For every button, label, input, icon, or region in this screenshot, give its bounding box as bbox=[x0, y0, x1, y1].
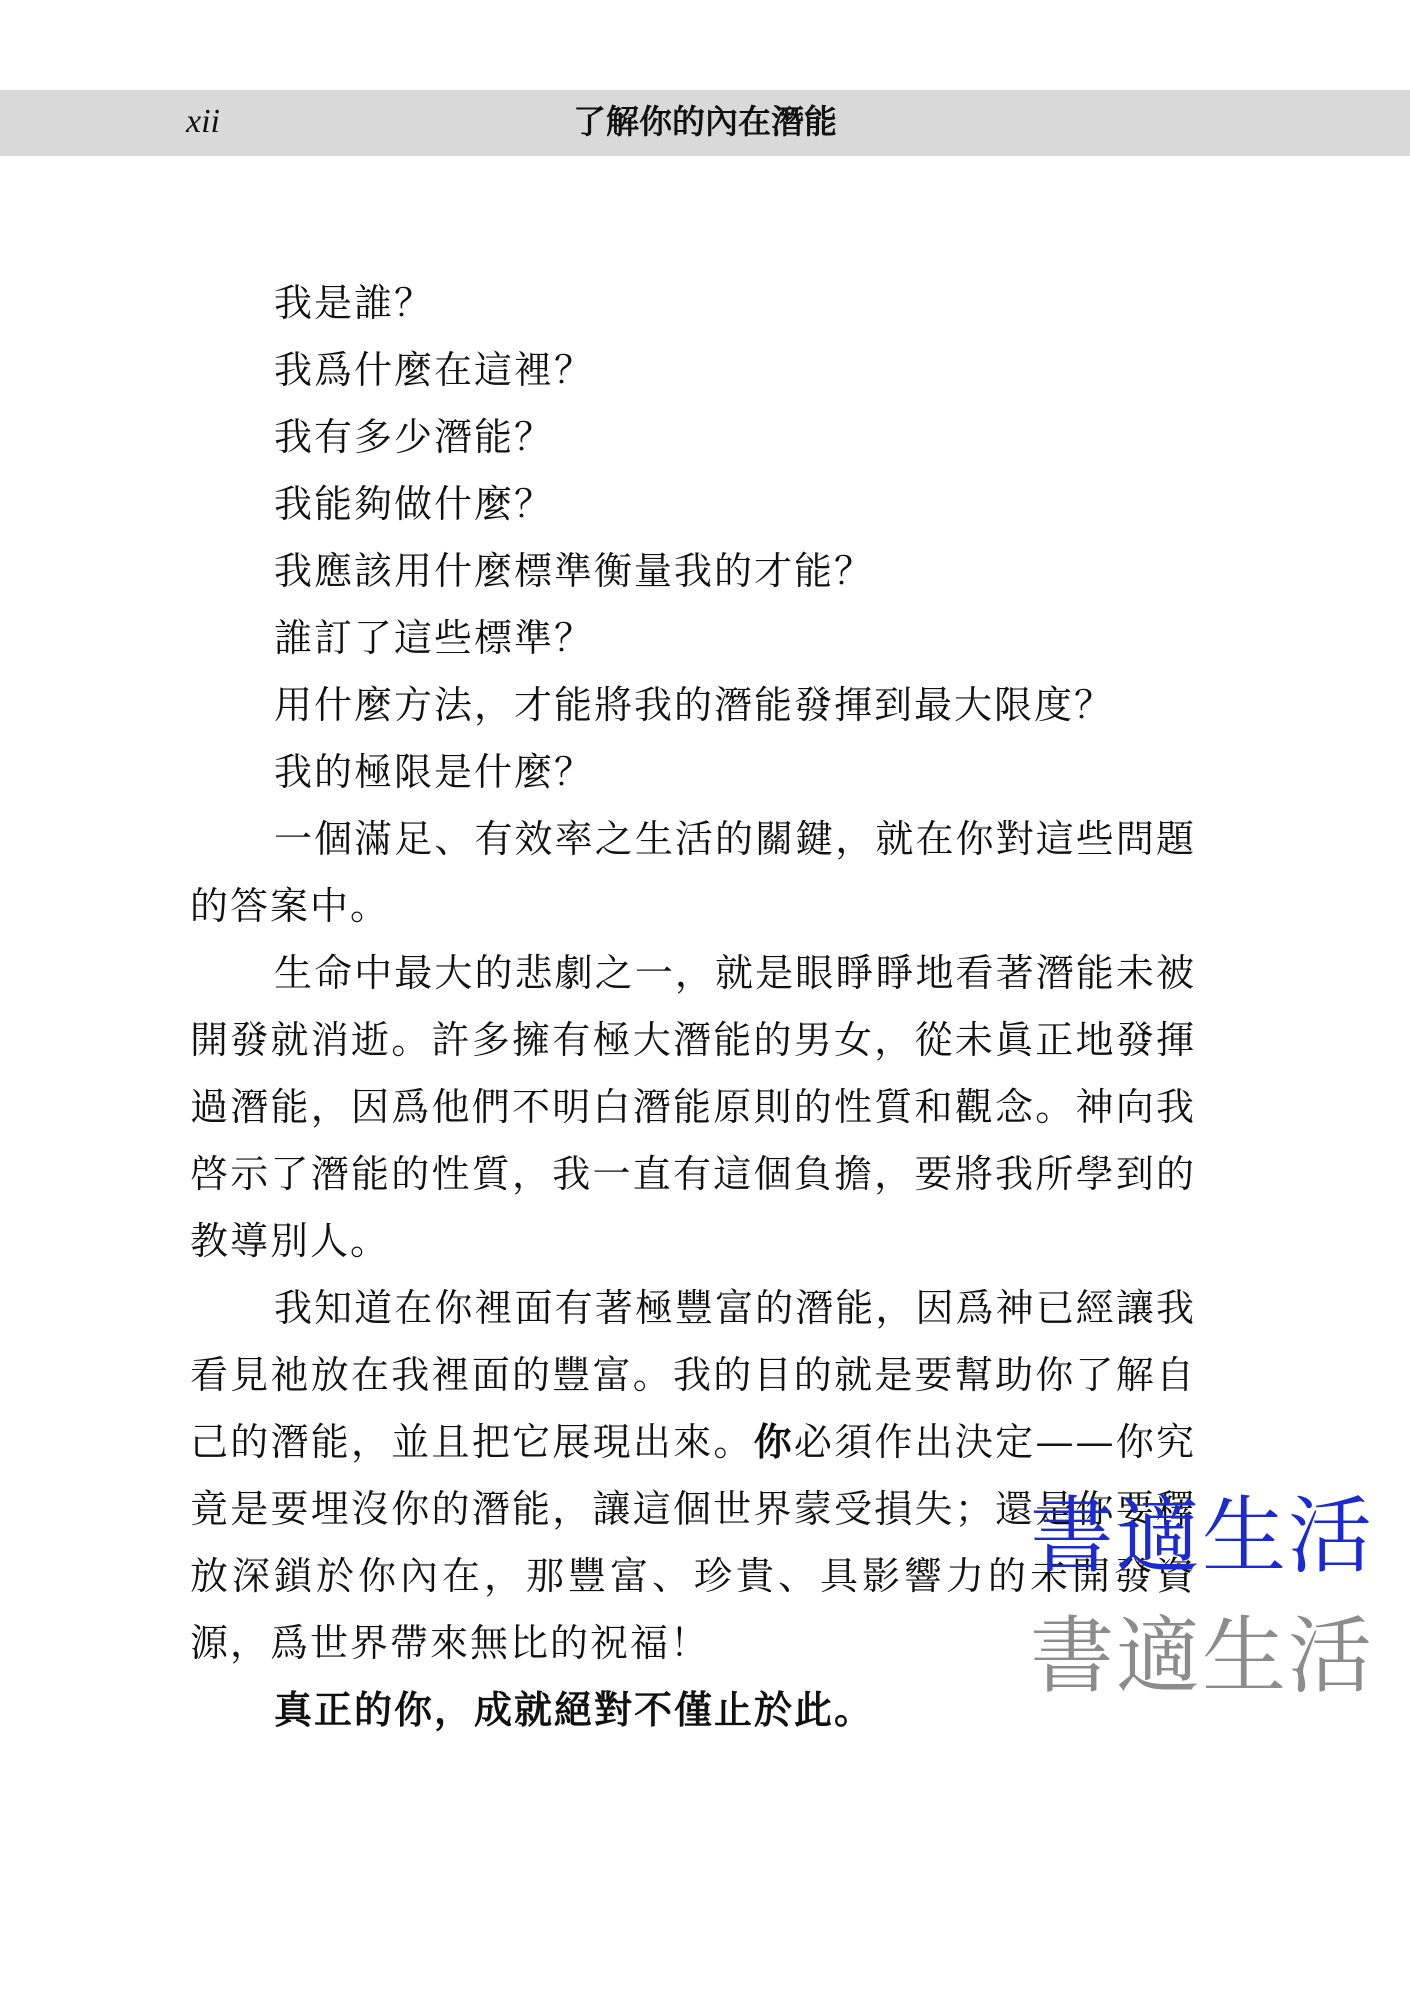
question-line: 我有多少潛能？ bbox=[274, 415, 555, 459]
closing-line: 真正的你，成就絕對不僅止於此。 bbox=[274, 1688, 875, 1732]
question-line: 我的極限是什麼？ bbox=[274, 750, 595, 794]
question-line: 我是誰？ bbox=[274, 281, 435, 325]
running-header bbox=[0, 90, 1410, 156]
paragraph-know-part2: 必須作出決定——你究竟是要埋沒你的潛能，讓這個世界蒙受損失；還是你要釋放深鎖於你內在，那豐富、珍貴、具影響力的未開發資源，爲世界帶來無比的祝福！ bbox=[190, 1420, 1196, 1665]
question-line: 用什麼方法，才能將我的潛能發揮到最大限度？ bbox=[274, 683, 1115, 727]
paragraph-key: 一個滿足、有效率之生活的關鍵，就在你對這些問題的答案中。 bbox=[190, 817, 1196, 928]
question-line: 我能夠做什麼？ bbox=[274, 482, 555, 526]
watermark-gray: 書適生活 bbox=[1030, 1607, 1375, 1705]
question-line: 我爲什麼在這裡？ bbox=[274, 348, 595, 392]
page-number: xii bbox=[186, 103, 220, 140]
chapter-title: 了解你的內在潛能 bbox=[573, 102, 837, 141]
watermark-blue: 書適生活 bbox=[1030, 1487, 1375, 1585]
question-line: 誰訂了這些標準？ bbox=[274, 616, 595, 660]
paragraph-tragedy: 生命中最大的悲劇之一，就是眼睜睜地看著潛能未被開發就消逝。許多擁有極大潛能的男女，從未眞正地發揮過潛能，因爲他們不明白潛能原則的性質和觀念。神向我啓示了潛能的性質，我一直有這個負擔，要將我所學到的教導別人。 bbox=[190, 951, 1196, 1263]
paragraph-know-bold: 你 bbox=[753, 1420, 794, 1464]
question-line: 我應該用什麼標準衡量我的才能？ bbox=[274, 549, 875, 593]
paragraph-know-part1: 我知道在你裡面有著極豐富的潛能，因爲神已經讓我看見祂放在我裡面的豐富。我的目的就是要幫助你了解自己的潛能，並且把它展現出來。 bbox=[190, 1286, 1196, 1464]
